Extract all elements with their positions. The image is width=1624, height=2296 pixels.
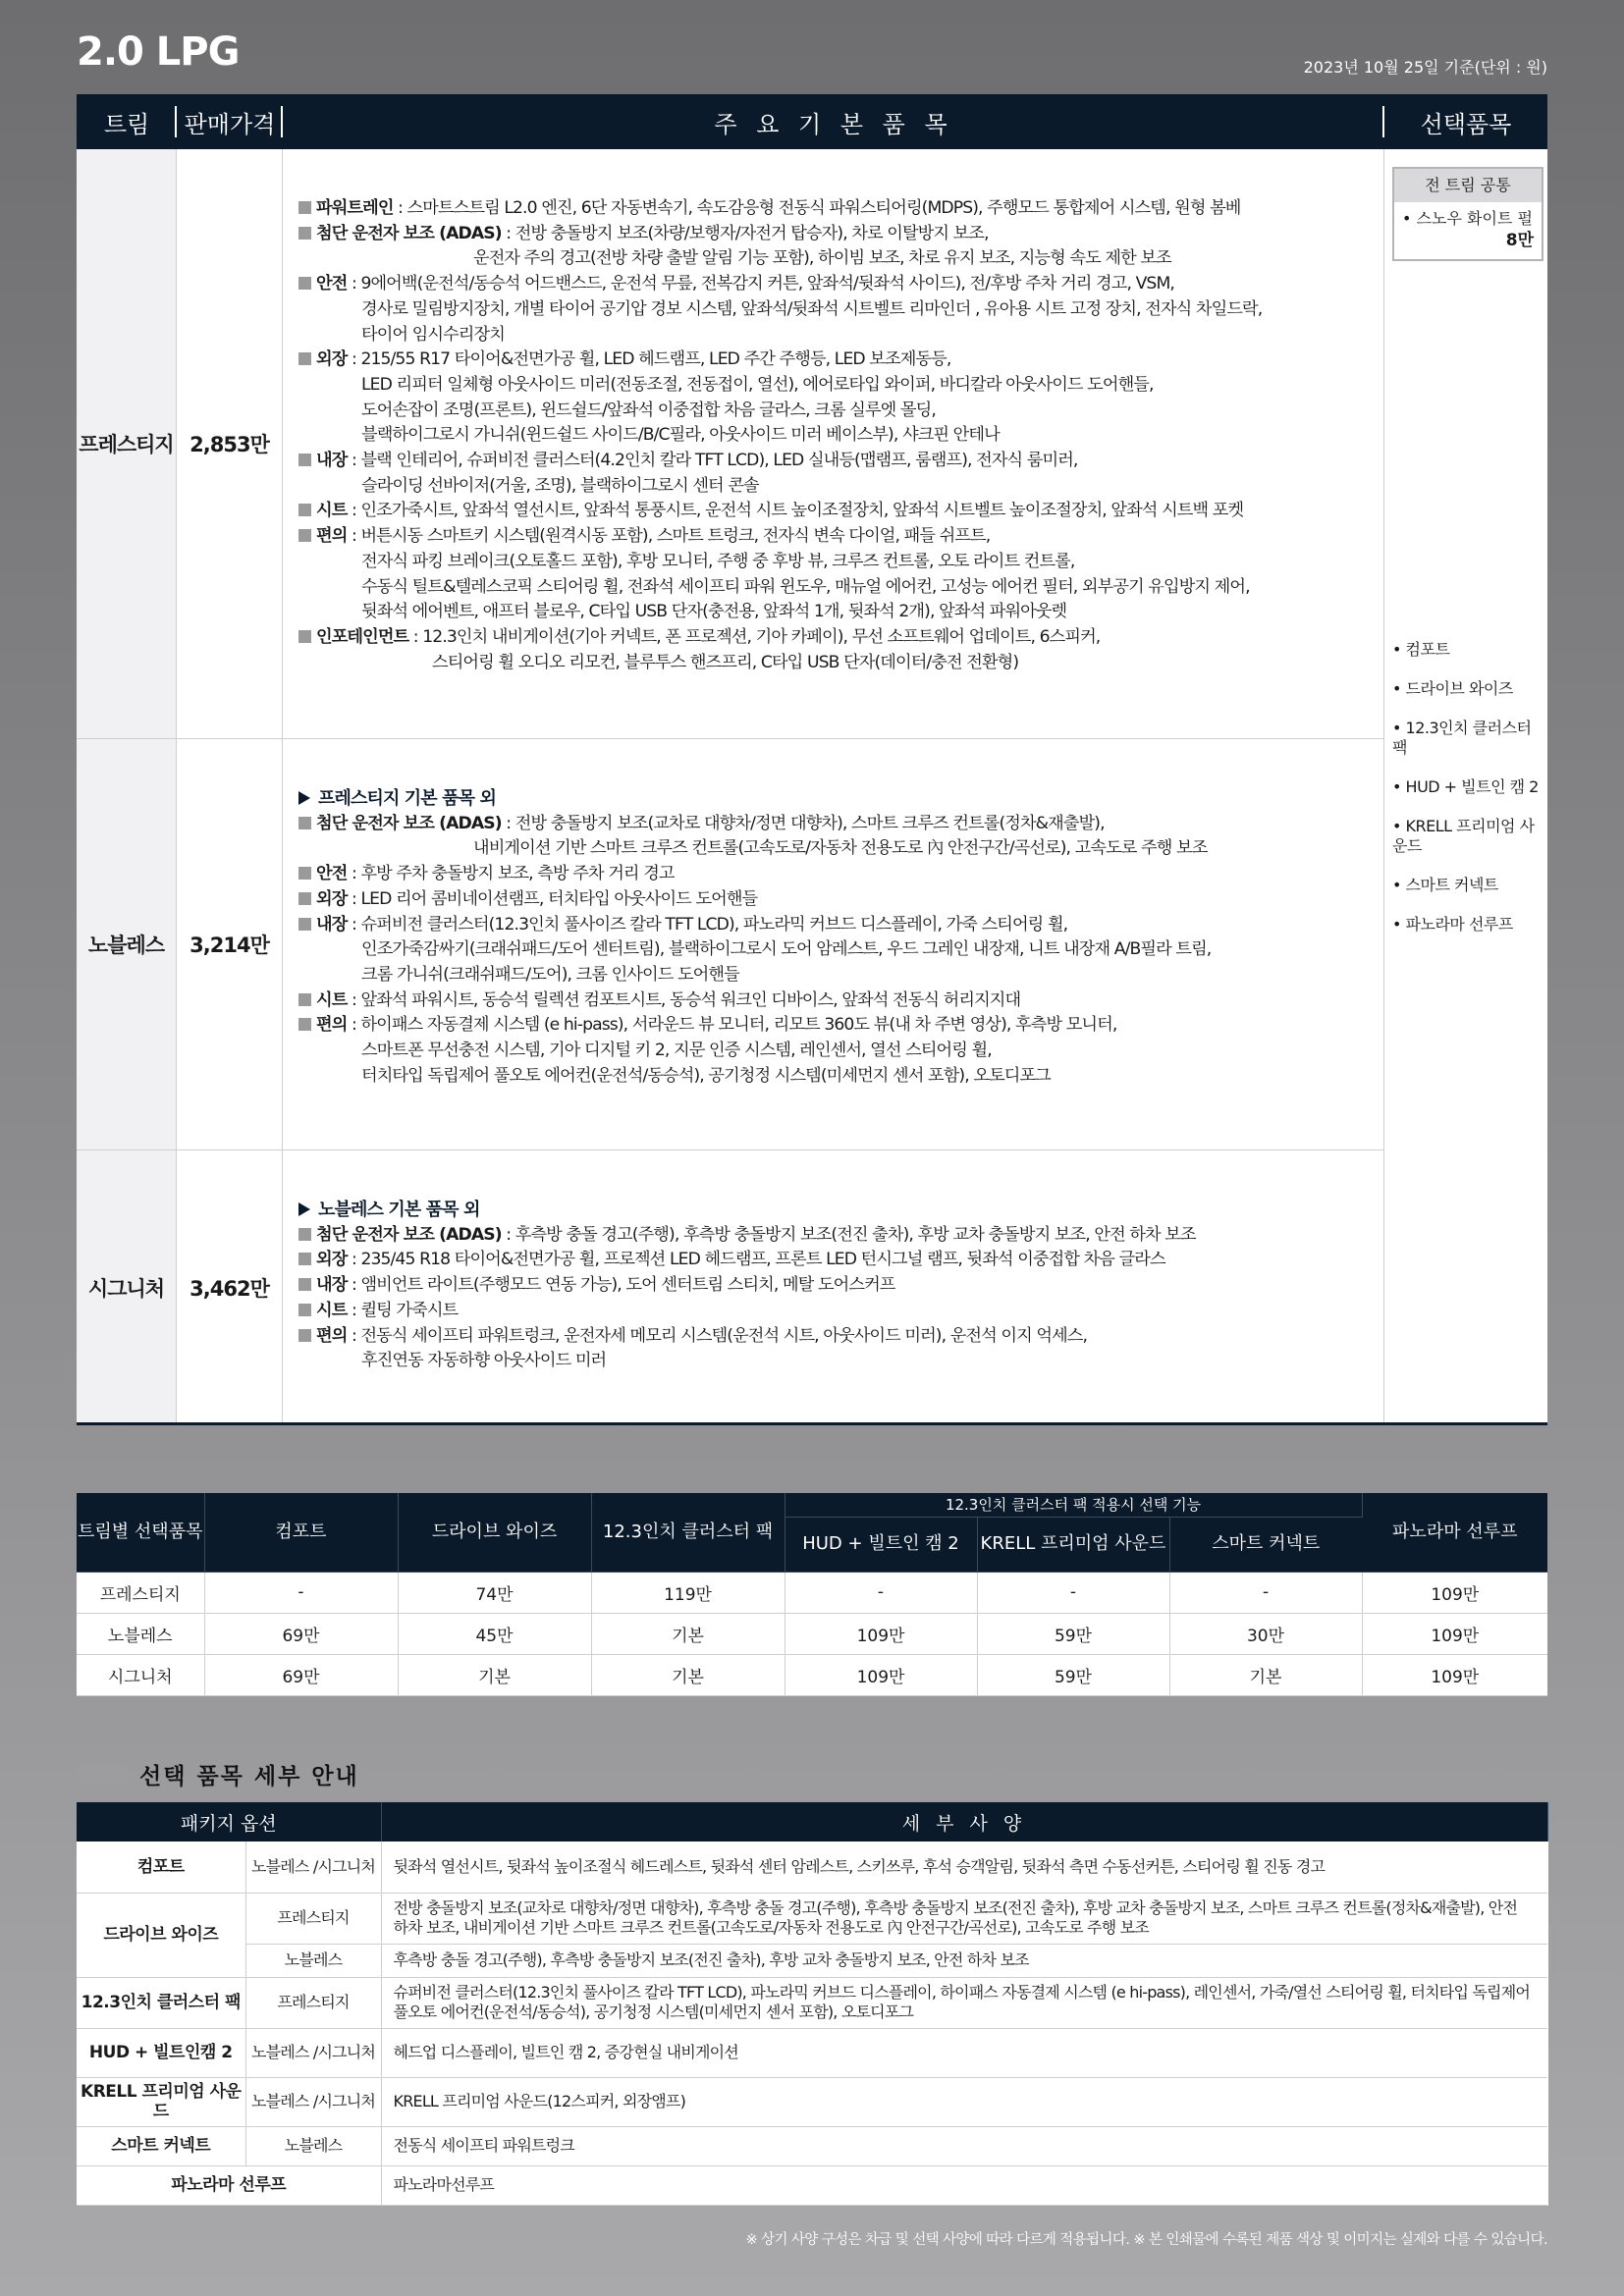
- feature-category: 첨단 운전자 보조 (ADAS): [316, 813, 502, 833]
- bullet-icon: •: [1392, 876, 1406, 894]
- feature-line: [298, 323, 1376, 348]
- feature-text: 수동식 틸트&텔레스코픽 스티어링 휠, 전좌석 세이프티 파워 윈도우, 매뉴얼 에어컨, 고성능 에어컨 필터, 외부공기 유입방지 제어,: [361, 576, 1250, 597]
- feature-line: [298, 1324, 1376, 1350]
- feature-text: : 후측방 충돌 경고(주행), 후측방 충돌방지 보조(전진 출차), 후방 교차 충돌방지 보조, 안전 하차 보조: [501, 1224, 1196, 1245]
- detail-header-package: 패키지 옵션: [77, 1802, 381, 1842]
- option-list-item: [1392, 876, 1547, 895]
- price-cell: -: [1169, 1572, 1362, 1613]
- bullet-icon: •: [1392, 915, 1406, 934]
- feature-line: [298, 272, 1376, 297]
- detail-trim: 프레스티지: [245, 1977, 381, 2028]
- feature-line: [298, 449, 1376, 474]
- bullet-icon: •: [1392, 640, 1406, 659]
- opt-col-header: 컴포트: [204, 1493, 398, 1572]
- option-list-item: [1392, 915, 1547, 934]
- section-marker: [77, 1765, 128, 1783]
- opt-col-header: 드라이브 와이즈: [398, 1493, 591, 1572]
- detail-spec: 전방 충돌방지 보조(교차로 대향차/정면 대향차), 후측방 충돌 경고(주행), 후측방 충돌방지 보조(전진 출차), 후방 교차 충돌방지 보조, 스마트 크루즈 컨트롤(정차&재출발), 안전 하차 보조, 내비게이션 기반 스마트 크루즈 컨트롤(고속도로/자동차 전용도로 內 안전구간/곡선로), 고속도로 주행 보조: [381, 1893, 1547, 1944]
- feature-text: 슬라이딩 선바이저(거울, 조명), 블랙하이그로시 센터 콘솔: [361, 475, 759, 496]
- feature-text: 블랙하이그로시 가니쉬(윈드쉴드 사이드/B/C필라, 아웃사이드 미러 베이스부), 샤크핀 안테나: [361, 425, 1000, 446]
- header-trim-label: 트림: [103, 110, 150, 138]
- detail-trim: 프레스티지: [245, 1893, 381, 1944]
- option-list: [1392, 640, 1547, 954]
- feature-subheading-text: 프레스티지 기본 품목 외: [318, 788, 496, 809]
- option-list-item: [1392, 640, 1547, 660]
- feature-text: : LED 리어 콤비네이션램프, 터치타입 아웃사이드 도어핸들: [347, 888, 758, 909]
- feature-text: : 전방 충돌방지 보조(교차로 대향차/정면 대향차), 스마트 크루즈 컨트롤(정차&재출발),: [501, 813, 1105, 833]
- detail-trim: 노블레스 /시그니처: [245, 2077, 381, 2126]
- square-bullet-icon: [298, 352, 311, 365]
- square-bullet-icon: [298, 504, 311, 516]
- feature-text: 뒷좌석 에어벤트, 애프터 블로우, C타입 USB 단자(충전용, 앞좌석 1개, 뒷좌석 2개), 앞좌석 파워아웃렛: [361, 602, 1067, 622]
- price-cell: 기본: [1169, 1654, 1362, 1695]
- feature-line: [298, 600, 1376, 625]
- feature-category: 안전: [316, 864, 348, 884]
- feature-line: [298, 913, 1376, 938]
- feature-text: 전자식 파킹 브레이크(오토홀드 포함), 후방 모니터, 주행 중 후방 뷰, 크루즈 컨트롤, 오토 라이트 컨트롤,: [361, 551, 1075, 571]
- feature-text: 타이어 임시수리장치: [361, 324, 505, 345]
- detail-package: 컴포트: [77, 1842, 245, 1893]
- square-bullet-icon: [298, 993, 311, 1006]
- date-note: 2023년 10월 25일 기준(단위 : 원): [1303, 58, 1547, 77]
- common-option-item: • 스노우 화이트 펄 8만: [1402, 209, 1534, 250]
- square-bullet-icon: [298, 529, 311, 542]
- option-list-label: KRELL 프리미엄 사운드: [1392, 817, 1535, 855]
- price-cell: 109만: [785, 1613, 977, 1654]
- option-list-item: [1392, 777, 1547, 797]
- feature-line: [298, 246, 1376, 272]
- detail-trim: 노블레스: [245, 2126, 381, 2165]
- common-option-price: 8만: [1505, 231, 1534, 250]
- detail-spec: 뒷좌석 열선시트, 뒷좌석 높이조절식 헤드레스트, 뒷좌석 센터 암레스트, 스키쓰루, 후석 승객알림, 뒷좌석 측면 수동선커튼, 스티어링 휠 진동 경고: [381, 1842, 1547, 1893]
- feature-category: 시트: [316, 1300, 348, 1320]
- price-cell: 기본: [591, 1613, 785, 1654]
- feature-text: : 12.3인치 내비게이션(기아 커넥트, 폰 프로젝션, 기아 카페이), 무선 소프트웨어 업데이트, 6스피커,: [408, 626, 1101, 647]
- square-bullet-icon: [298, 1329, 311, 1342]
- bullet-icon: •: [1392, 777, 1406, 796]
- feature-text: 후진연동 자동하향 아웃사이드 미러: [361, 1351, 607, 1371]
- option-list-label: HUD + 빌트인 캠 2: [1405, 777, 1539, 796]
- feature-line: [298, 524, 1376, 550]
- price-cell: -: [977, 1572, 1169, 1613]
- feature-text: : 앞좌석 파워시트, 동승석 릴렉션 컴포트시트, 동승석 워크인 디바이스, 앞좌석 전동식 허리지지대: [347, 989, 1021, 1010]
- option-list-item: [1392, 817, 1547, 856]
- detail-package: 드라이브 와이즈: [77, 1893, 245, 1977]
- square-bullet-icon: [298, 817, 311, 829]
- trim-name-signature: 시그니처: [77, 1150, 177, 1425]
- feature-line: [298, 1064, 1376, 1090]
- feature-text: : 235/45 R18 타이어&전면가공 휠, 프로젝션 LED 헤드램프, 프론트 LED 턴시그널 램프, 뒷좌석 이중접합 차음 글라스: [347, 1250, 1165, 1270]
- feature-line: [298, 862, 1376, 887]
- option-list-item: [1392, 679, 1547, 699]
- detail-trim: 노블레스 /시그니처: [245, 2028, 381, 2077]
- feature-text: 도어손잡이 조명(프론트), 윈드쉴드/앞좌석 이중접합 차음 글라스, 크롬 실루엣 몰딩,: [361, 400, 936, 420]
- feature-line: [298, 222, 1376, 247]
- row-trim-label: 프레스티지: [77, 1572, 204, 1613]
- feature-line: [298, 575, 1376, 601]
- price-cell: 59만: [977, 1654, 1169, 1695]
- feature-line: [298, 499, 1376, 524]
- feature-line: [298, 373, 1376, 399]
- features-signature: [283, 1150, 1384, 1425]
- feature-text: : 후방 주차 충돌방지 보조, 측방 주차 거리 경고: [347, 864, 675, 884]
- detail-spec: 슈퍼비전 클러스터(12.3인치 풀사이즈 칼라 TFT LCD), 파노라믹 커브드 디스플레이, 하이패스 자동결제 시스템 (e hi-pass), 레인센서, 가죽/열선 스티어링 휠, 터치타입 독립제어 풀오토 에어컨(운전석/동승석), 공기청정 시스템(미세먼지 센서 포함), 오토디포그: [381, 1977, 1547, 2028]
- feature-line: [298, 651, 1376, 676]
- feature-line: [298, 1039, 1376, 1064]
- square-bullet-icon: [298, 201, 311, 214]
- feature-subheading: [298, 786, 1376, 812]
- features-noblesse: [283, 739, 1384, 1149]
- square-bullet-icon: [298, 892, 311, 905]
- header-options: [1384, 94, 1547, 149]
- main-features-table: [77, 149, 1547, 1425]
- feature-category: 편의: [316, 526, 348, 547]
- detail-package: 스마트 커넥트: [77, 2126, 245, 2165]
- price-cell: 기본: [591, 1654, 785, 1695]
- feature-category: 편의: [316, 1015, 348, 1036]
- opt-col-header: KRELL 프리미엄 사운드: [977, 1517, 1169, 1572]
- square-bullet-icon: [298, 867, 311, 880]
- feature-line: [298, 399, 1376, 424]
- feature-line: [298, 1223, 1376, 1249]
- feature-line: [298, 1299, 1376, 1324]
- price-cell: 69만: [204, 1613, 398, 1654]
- feature-text: : 퀼팅 가죽시트: [347, 1300, 459, 1320]
- price-cell: 30만: [1169, 1613, 1362, 1654]
- opt-col-header: 파노라마 선루프: [1362, 1493, 1547, 1572]
- row-trim-label: 시그니처: [77, 1654, 204, 1695]
- feature-line: [298, 988, 1376, 1014]
- feature-text: 스마트폰 무선충전 시스템, 기아 디지털 키 2, 지문 인증 시스템, 레인센서, 열선 스티어링 휠,: [361, 1041, 992, 1061]
- trim-name-prestige: 프레스티지: [77, 149, 177, 738]
- bullet-icon: •: [1392, 719, 1406, 737]
- page-title: 2.0 LPG: [77, 29, 240, 75]
- features-prestige: [283, 149, 1384, 738]
- option-price-table: [77, 1493, 1547, 1696]
- option-detail-table: [77, 1802, 1548, 2206]
- header-options-label: 선택품목: [1420, 110, 1512, 138]
- square-bullet-icon: [298, 454, 311, 466]
- feature-line: [298, 836, 1376, 862]
- header-features: [283, 94, 1384, 149]
- feature-text: 터치타입 독립제어 풀오토 에어컨(운전석/동승석), 공기청정 시스템(미세먼지 센서 포함), 오토디포그: [361, 1065, 1051, 1086]
- detail-package: KRELL 프리미엄 사운드: [77, 2077, 245, 2126]
- feature-text: : 인조가죽시트, 앞좌석 열선시트, 앞좌석 통풍시트, 운전석 시트 높이조절장치, 앞좌석 시트벨트 높이조절장치, 앞좌석 시트백 포켓: [347, 501, 1244, 521]
- feature-text: 내비게이션 기반 스마트 크루즈 컨트롤(고속도로/자동차 전용도로 內 안전구간/곡선로), 고속도로 주행 보조: [473, 838, 1208, 859]
- feature-text: : 블랙 인테리어, 슈퍼비전 클러스터(4.2인치 칼라 TFT LCD), LED 실내등(맵램프, 룸램프), 전자식 룸미러,: [347, 451, 1078, 471]
- options-column: [1384, 149, 1547, 1425]
- feature-text: : 슈퍼비전 클러스터(12.3인치 풀사이즈 칼라 TFT LCD), 파노라믹 커브드 디스플레이, 가죽 스티어링 휠,: [347, 914, 1068, 934]
- feature-text: : 하이패스 자동결제 시스템 (e hi-pass), 서라운드 뷰 모니터, 리모트 360도 뷰(내 차 주변 영상), 후측방 모니터,: [347, 1015, 1117, 1036]
- feature-category: 내장: [316, 914, 348, 934]
- opt-group-header: 12.3인치 클러스터 팩 적용시 선택 기능: [785, 1493, 1362, 1517]
- feature-category: 시트: [316, 989, 348, 1010]
- trim-name-noblesse: 노블레스: [77, 739, 177, 1149]
- detail-trim: 노블레스 /시그니처: [245, 1842, 381, 1893]
- table-row: [77, 1572, 1547, 1613]
- option-list-item: [1392, 719, 1547, 758]
- triangle-bullet-icon: [298, 791, 310, 805]
- price-cell: 109만: [785, 1654, 977, 1695]
- square-bullet-icon: [298, 277, 311, 290]
- feature-category: 외장: [316, 349, 348, 370]
- square-bullet-icon: [298, 227, 311, 240]
- triangle-bullet-icon: [298, 1202, 310, 1216]
- price-cell: 45만: [398, 1613, 591, 1654]
- feature-list: [298, 196, 1376, 675]
- table-bottom-rule: [77, 1422, 1547, 1425]
- feature-category: 첨단 운전자 보조 (ADAS): [316, 223, 502, 243]
- detail-spec: 헤드업 디스플레이, 빌트인 캠 2, 증강현실 내비게이션: [381, 2028, 1547, 2077]
- option-list-label: 컴포트: [1405, 640, 1450, 659]
- feature-line: [298, 196, 1376, 222]
- trim-price-signature: 3,462만: [177, 1150, 283, 1425]
- price-cell: 74만: [398, 1572, 591, 1613]
- table-row: [77, 1613, 1547, 1654]
- feature-text: : 스마트스트림 L2.0 엔진, 6단 자동변속기, 속도감응형 전동식 파워스티어링(MDPS), 주행모드 통합제어 시스템, 원형 봄베: [393, 198, 1241, 218]
- footnote: ※ 상기 사양 구성은 차급 및 선택 사양에 따라 다르게 적용됩니다. ※ 본 인쇄물에 수록된 제품 색상 및 이미지는 실제와 다를 수 있습니다.: [745, 2232, 1547, 2248]
- feature-text: LED 리피터 일체형 아웃사이드 미러(전동조절, 전동접이, 열선), 에어로타입 와이퍼, 바디칼라 아웃사이드 도어핸들,: [361, 374, 1154, 395]
- detail-header-spec: 세 부 사 양: [381, 1802, 1547, 1842]
- price-cell: -: [204, 1572, 398, 1613]
- feature-text: 경사로 밀림방지장치, 개별 타이어 공기압 경보 시스템, 앞좌석/뒷좌석 시트벨트 리마인더 , 유아용 시트 고정 장치, 전자식 차일드락,: [361, 298, 1263, 319]
- opt-col-header: 스마트 커넥트: [1169, 1517, 1362, 1572]
- detail-spec: 후측방 충돌 경고(주행), 후측방 충돌방지 보조(전진 출차), 후방 교차 충돌방지 보조, 안전 하차 보조: [381, 1944, 1547, 1977]
- trim-price-noblesse: 3,214만: [177, 739, 283, 1149]
- header-trim: [77, 94, 177, 149]
- square-bullet-icon: [298, 1228, 311, 1241]
- feature-category: 내장: [316, 451, 348, 471]
- section-title: [77, 1759, 359, 1789]
- feature-line: [298, 550, 1376, 575]
- feature-text: : 9에어백(운전석/동승석 어드밴스드, 운전석 무릎, 전복감지 커튼, 앞좌석/뒷좌석 사이드), 전/후방 주차 거리 경고, VSM,: [347, 274, 1174, 294]
- feature-line: [298, 812, 1376, 837]
- feature-category: 시트: [316, 501, 348, 521]
- square-bullet-icon: [298, 630, 311, 643]
- feature-list: [298, 786, 1376, 1089]
- square-bullet-icon: [298, 1253, 311, 1265]
- common-option-label: 스노우 화이트 펄: [1416, 209, 1533, 228]
- feature-text: : 앰비언트 라이트(주행모드 연동 가능), 도어 센터트림 스티치, 메탈 도어스커프: [347, 1275, 895, 1296]
- feature-category: 외장: [316, 1250, 348, 1270]
- common-option-box: [1392, 167, 1543, 261]
- detail-spec: KRELL 프리미엄 사운드(12스피커, 외장앰프): [381, 2077, 1547, 2126]
- option-list-label: 12.3인치 클러스터 팩: [1392, 719, 1532, 757]
- feature-text: : 전방 충돌방지 보조(차량/보행자/자전거 탑승자), 차로 이탈방지 보조,: [501, 223, 989, 243]
- price-cell: 109만: [1362, 1613, 1547, 1654]
- detail-package: HUD + 빌트인캠 2: [77, 2028, 245, 2077]
- feature-line: [298, 625, 1376, 651]
- opt-corner-header: 트림별 선택품목: [77, 1493, 204, 1572]
- detail-package: 파노라마 선루프: [77, 2165, 381, 2205]
- square-bullet-icon: [298, 1278, 311, 1291]
- opt-col-header: 12.3인치 클러스터 팩: [591, 1493, 785, 1572]
- price-cell: 119만: [591, 1572, 785, 1613]
- header-features-label: 주 요 기 본 품 목: [714, 110, 953, 138]
- feature-line: [298, 474, 1376, 500]
- price-cell: 109만: [1362, 1654, 1547, 1695]
- row-trim-label: 노블레스: [77, 1613, 204, 1654]
- price-cell: 기본: [398, 1654, 591, 1695]
- bullet-icon: •: [1392, 679, 1406, 698]
- feature-line: [298, 1273, 1376, 1299]
- square-bullet-icon: [298, 1018, 311, 1031]
- trim-price-prestige: 2,853만: [177, 149, 283, 738]
- bullet-icon: •: [1392, 817, 1406, 835]
- main-table-header: [77, 94, 1547, 149]
- header-price-label: 판매가격: [184, 110, 276, 138]
- feature-subheading-text: 노블레스 기본 품목 외: [318, 1200, 480, 1220]
- feature-text: 스티어링 휠 오디오 리모컨, 블루투스 핸즈프리, C타입 USB 단자(데이터/충전 전환형): [432, 652, 1019, 672]
- square-bullet-icon: [298, 918, 311, 931]
- feature-category: 내장: [316, 1275, 348, 1296]
- feature-subheading: [298, 1198, 1376, 1223]
- feature-text: 운전자 주의 경고(전방 차량 출발 알림 기능 포함), 하이빔 보조, 차로 유지 보조, 지능형 속도 제한 보조: [473, 248, 1171, 269]
- detail-spec: 전동식 세이프티 파워트렁크: [381, 2126, 1547, 2165]
- square-bullet-icon: [298, 1304, 311, 1316]
- opt-col-header: HUD + 빌트인 캠 2: [785, 1517, 977, 1572]
- feature-line: [298, 1349, 1376, 1374]
- detail-spec: 파노라마선루프: [381, 2165, 1547, 2205]
- detail-trim: 노블레스: [245, 1944, 381, 1977]
- feature-text: : 215/55 R17 타이어&전면가공 휠, LED 헤드램프, LED 주간 주행등, LED 보조제동등,: [347, 349, 951, 370]
- header-price: [177, 94, 283, 149]
- feature-text: 인조가죽감싸기(크래쉬패드/도어 센터트림), 블랙하이그로시 도어 암레스트, 우드 그레인 내장재, 니트 내장재 A/B필라 트림,: [361, 939, 1212, 960]
- price-cell: 69만: [204, 1654, 398, 1695]
- section-title-text: 선택 품목 세부 안내: [139, 1763, 359, 1789]
- price-cell: 59만: [977, 1613, 1169, 1654]
- option-list-label: 드라이브 와이즈: [1405, 679, 1513, 698]
- feature-line: [298, 1013, 1376, 1039]
- feature-category: 첨단 운전자 보조 (ADAS): [316, 1224, 502, 1245]
- feature-text: : 버튼시동 스마트키 시스템(원격시동 포함), 스마트 트렁크, 전자식 변속 다이얼, 패들 쉬프트,: [347, 526, 991, 547]
- option-list-label: 파노라마 선루프: [1405, 915, 1513, 934]
- feature-line: [298, 423, 1376, 449]
- feature-text: : 전동식 세이프티 파워트렁크, 운전자세 메모리 시스템(운전석 시트, 아웃사이드 미러), 운전석 이지 억세스,: [347, 1325, 1088, 1346]
- common-option-title: 전 트림 공통: [1394, 169, 1542, 202]
- feature-list: [298, 1198, 1376, 1374]
- feature-text: 크롬 가니쉬(크래쉬패드/도어), 크롬 인사이드 도어핸들: [361, 964, 739, 985]
- feature-line: [298, 347, 1376, 373]
- feature-line: [298, 963, 1376, 988]
- feature-category: 안전: [316, 274, 348, 294]
- option-list-label: 스마트 커넥트: [1405, 876, 1498, 894]
- table-row: [77, 1654, 1547, 1695]
- feature-line: [298, 297, 1376, 323]
- price-cell: 109만: [1362, 1572, 1547, 1613]
- feature-line: [298, 1248, 1376, 1273]
- feature-category: 편의: [316, 1325, 348, 1346]
- detail-package: 12.3인치 클러스터 팩: [77, 1977, 245, 2028]
- price-cell: -: [785, 1572, 977, 1613]
- feature-category: 파워트레인: [316, 198, 394, 218]
- feature-category: 인포테인먼트: [316, 626, 409, 647]
- feature-line: [298, 937, 1376, 963]
- feature-line: [298, 887, 1376, 913]
- feature-category: 외장: [316, 888, 348, 909]
